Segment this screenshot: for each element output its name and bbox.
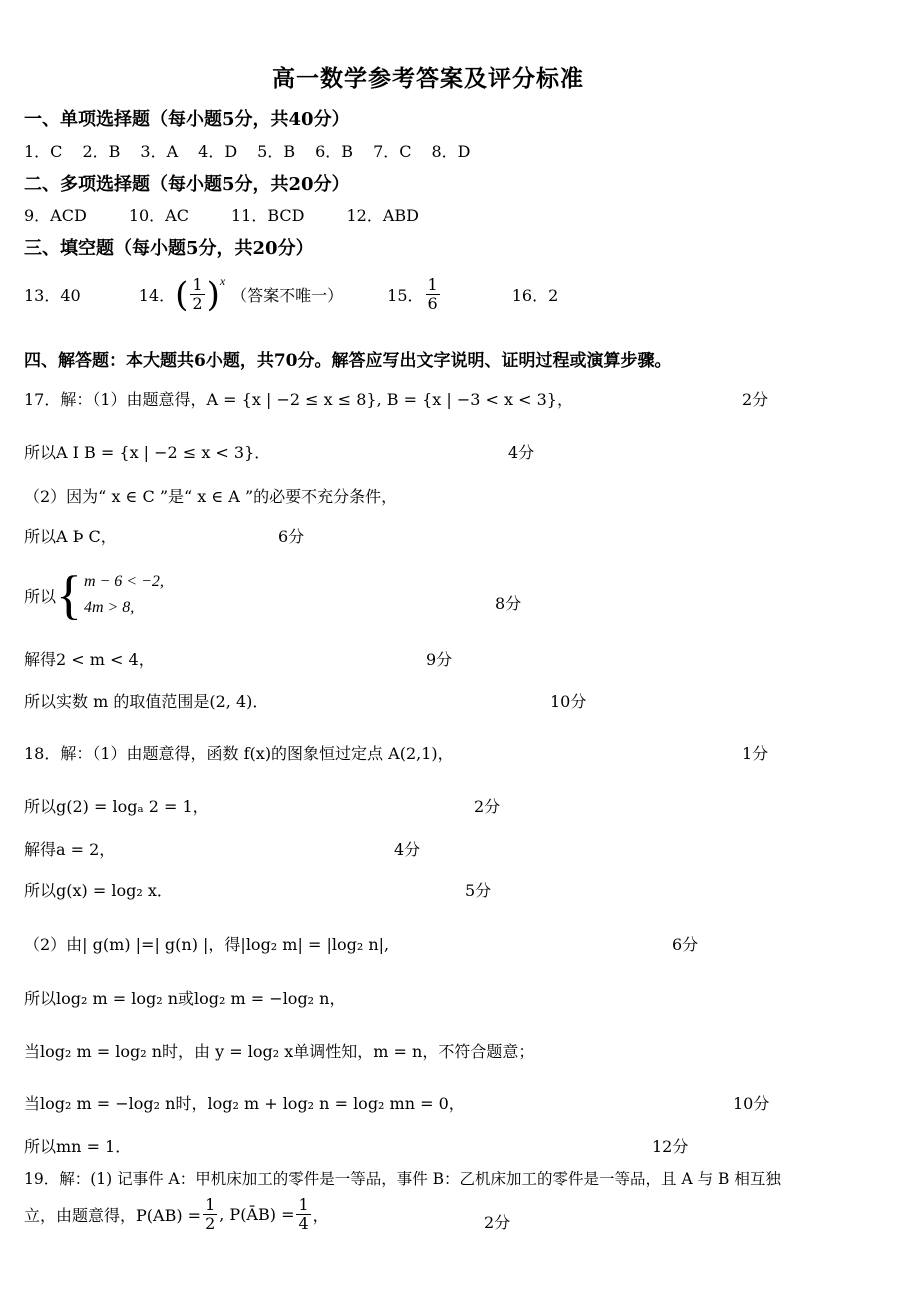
score-points: 10分 — [733, 1094, 770, 1113]
q19-line-1: 19．解：(1) 记事件 A：甲机床加工的零件是一等品，事件 B：乙机床加工的零件是一等品，且 A 与 B 相互独 — [24, 1170, 781, 1188]
score-points: 6分 — [278, 527, 305, 546]
score-points: 6分 — [672, 935, 699, 954]
fill-answer-14-note: （答案不唯一） — [231, 286, 344, 306]
fraction-denominator: 2 — [205, 1214, 216, 1234]
equation-system — [56, 565, 164, 625]
mc-answer: 5．B — [257, 142, 296, 161]
score-points: 4分 — [508, 443, 535, 462]
page-title: 高一数学参考答案及评分标准 — [272, 65, 584, 92]
score-points: 9分 — [426, 650, 453, 669]
q18-line-1: 18．解：（1）由题意得，函数 f(x)的图象恒过定点 A(2,1)， — [24, 744, 454, 763]
q19-line-2-mid: , P(ĀB) = — [219, 1205, 295, 1225]
fraction-denominator: 2 — [192, 294, 203, 314]
fraction-denominator: 4 — [298, 1214, 309, 1234]
q18-line-3: 解得a = 2， — [24, 840, 116, 859]
q17-line-5 — [24, 565, 164, 625]
fraction-numerator: 1 — [427, 275, 438, 294]
score-points: 2分 — [484, 1213, 511, 1232]
mc-answer: 4．D — [198, 142, 238, 161]
inequality-1: m − 6 < −2, — [83, 573, 164, 591]
multi-answer: 10．AC — [128, 206, 189, 225]
section-heading-single-choice: 一、单项选择题（每小题5分，共40分） — [24, 109, 350, 130]
q18-line-4: 所以g(x) = log₂ x． — [24, 881, 173, 900]
q19-line-2-prefix: 立，由题意得，P(AB) = — [24, 1206, 202, 1226]
section-heading-fill-blank: 三、填空题（每小题5分，共20分） — [24, 238, 314, 259]
brace-icon: { — [56, 565, 82, 625]
q17-line-7: 所以实数 m 的取值范围是(2, 4)． — [24, 692, 269, 711]
score-points: 1分 — [742, 744, 769, 763]
score-points: 2分 — [742, 390, 769, 409]
q17-line-6: 解得2 < m < 4， — [24, 650, 155, 669]
fraction-numerator: 1 — [205, 1195, 216, 1214]
score-points: 5分 — [465, 881, 492, 900]
score-points: 12分 — [652, 1137, 689, 1156]
fill-answer-14-label: 14． — [138, 286, 176, 306]
multi-answer: 11．BCD — [230, 206, 305, 225]
section-heading-multi-choice: 二、多项选择题（每小题5分，共20分） — [24, 174, 350, 195]
multi-answers-row — [24, 203, 419, 226]
q18-line-9: 所以mn = 1． — [24, 1137, 132, 1156]
score-points: 2分 — [474, 797, 501, 816]
fill-answer-16: 16．2 — [511, 286, 559, 306]
q17-line-4: 所以A Þ C， — [24, 527, 117, 546]
q18-line-6: 所以log₂ m = log₂ n或log₂ m = −log₂ n， — [24, 989, 346, 1008]
q18-line-2: 所以g(2) = logₐ 2 = 1， — [24, 797, 209, 816]
fill-answer-14-expr: ( $\frac{1}{2}$ ) x — [175, 274, 226, 315]
fraction-denominator: 6 — [427, 294, 438, 314]
fill-answer-15-label: 15． — [387, 286, 424, 306]
mc-answer: 2．B — [82, 142, 121, 161]
q17-line-2: 所以A I B = {x | −2 ≤ x < 3}． — [24, 443, 271, 462]
mc-answer: 8．D — [431, 142, 471, 161]
mc-answer: 6．B — [315, 142, 354, 161]
q17-line-1: 17．解：（1）由题意得，A = {x | −2 ≤ x ≤ 8}, B = {x | −3 < x < 3}， — [24, 390, 573, 409]
q18-line-5: （2）由| g(m) |=| g(n) |，得|log₂ m| = |log₂ n|, — [24, 935, 390, 954]
q18-line-7: 当log₂ m = log₂ n时，由 y = log₂ x单调性知，m = n，不符合题意； — [24, 1042, 535, 1061]
mc-answers-row — [24, 139, 471, 162]
mc-answer: 3．A — [140, 142, 179, 161]
fill-answer-13: 13．40 — [24, 286, 81, 306]
score-points: 8分 — [495, 594, 522, 613]
fill-answers-row — [24, 276, 558, 314]
fraction-numerator: 1 — [192, 275, 203, 294]
inequality-2: 4m > 8, — [83, 599, 135, 616]
multi-answer: 9．ACD — [24, 206, 87, 225]
q18-line-8: 当log₂ m = −log₂ n时，log₂ m + log₂ n = log₂ mn = 0， — [24, 1094, 465, 1113]
score-points: 4分 — [394, 840, 421, 859]
score-points: 10分 — [550, 692, 587, 711]
section-heading-solutions: 四、解答题：本大题共6小题，共70分。解答应写出文字说明、证明过程或演算步骤。 — [24, 351, 672, 371]
fraction-numerator: 1 — [298, 1195, 309, 1214]
exponent: x — [219, 274, 226, 288]
q17-line-5-prefix: 所以 — [24, 586, 57, 606]
mc-answer: 7．C — [373, 142, 412, 161]
q19-line-2-end: ， — [312, 1206, 329, 1226]
multi-answer: 12．ABD — [346, 206, 419, 225]
q19-line-2 — [24, 1196, 329, 1234]
q17-line-3: （2）因为“ x ∈ C ”是“ x ∈ A ”的必要不充分条件， — [24, 487, 398, 506]
mc-answer: 1．C — [24, 142, 63, 161]
